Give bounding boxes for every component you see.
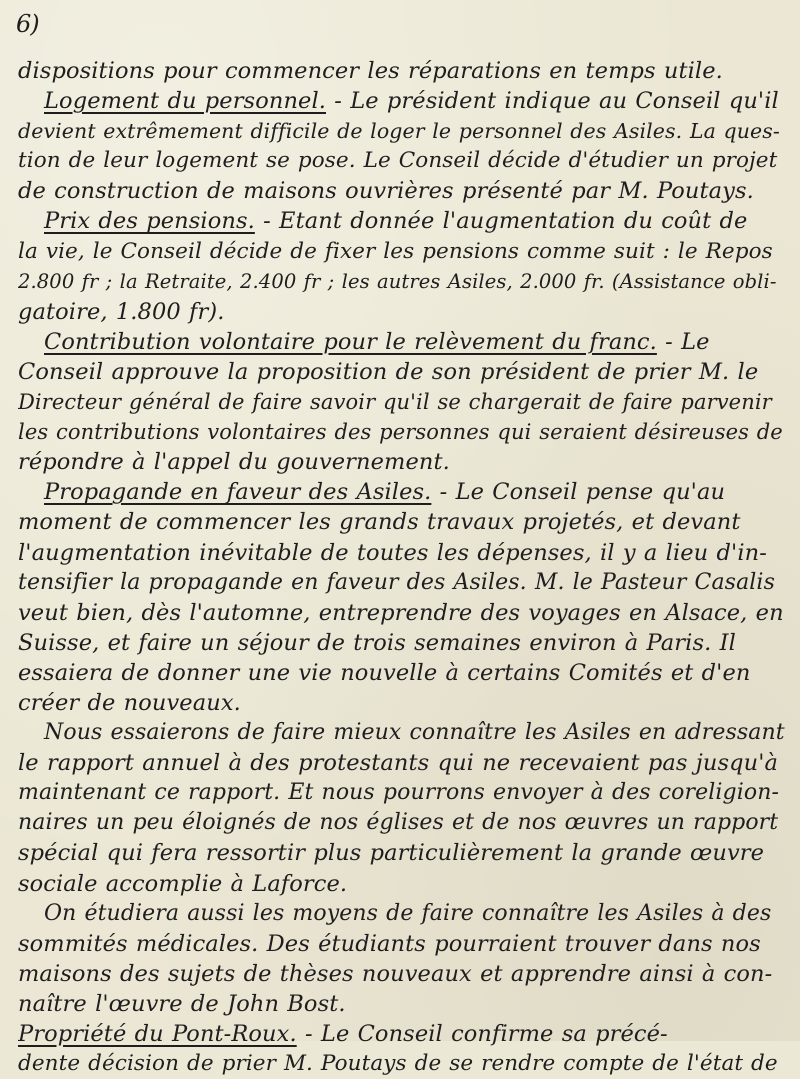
line-text: naires un peu éloignés de nos églises et de nos œuvres un rapport [18, 810, 779, 836]
text-line [18, 86, 786, 116]
text-line [18, 116, 786, 146]
line-text: maintenant ce rapport. Et nous pourrons envoyer à des coreligion- [18, 780, 779, 806]
line-text: - Le président indique au Conseil qu'il [326, 88, 779, 115]
text-line [18, 237, 786, 267]
text-line [18, 1049, 786, 1079]
line-text: sommités médicales. Des étudiants pourraient trouver dans nos [18, 930, 761, 957]
text-line [18, 989, 786, 1019]
text-line [18, 267, 786, 297]
text-line [18, 628, 786, 658]
line-text: Suisse, et faire un séjour de trois semaines environ à Paris. Il [18, 629, 736, 656]
line-text: veut bien, dès l'automne, entreprendre des voyages en Alsace, en [18, 599, 784, 626]
line-text: devient extrêmement difficile de loger le personnel des Asiles. La ques- [18, 119, 780, 144]
section-heading: Contribution volontaire pour le relèvement du franc. [44, 328, 657, 355]
line-text: de construction de maisons ouvrières présenté par M. Poutays. [18, 178, 754, 205]
text-line [18, 206, 786, 236]
line-text: moment de commencer les grands travaux projetés, et devant [18, 509, 741, 536]
line-text: Conseil approuve la proposition de son président de prier M. le [18, 358, 759, 385]
section-heading: Propagande en faveur des Asiles. [44, 479, 432, 506]
text-line [18, 357, 786, 387]
handwritten-text-block [18, 56, 786, 1079]
line-text: tensifier la propagande en faveur des Asiles. M. le Pasteur Casalis [18, 569, 775, 595]
text-line [18, 929, 786, 959]
text-line [18, 447, 786, 477]
line-text: gatoire, 1.800 fr). [18, 298, 225, 325]
line-text: naître l'œuvre de John Bost. [18, 990, 346, 1017]
section-heading: Logement du personnel. [44, 88, 327, 115]
text-line [18, 598, 786, 628]
page-number: 6) [16, 10, 39, 38]
line-text: - Etant donnée l'augmentation du coût de [254, 208, 748, 235]
line-text: sociale accomplie à Laforce. [18, 870, 348, 897]
line-text: - Le Conseil confirme sa précé- [296, 1021, 668, 1047]
line-text: l'augmentation inévitable de toutes les dépenses, il y a lieu d'in- [18, 539, 767, 566]
text-line [18, 718, 786, 748]
text-line [18, 297, 786, 327]
line-text: - Le Conseil pense qu'au [431, 479, 726, 506]
line-text: essaiera de donner une vie nouvelle à certains Comités et d'en [18, 659, 751, 686]
line-text: - Le [656, 328, 710, 355]
text-line [18, 838, 786, 868]
text-line [18, 146, 786, 176]
text-line [18, 869, 786, 899]
line-text: tion de leur logement se pose. Le Conseil décide d'étudier un projet [18, 148, 778, 174]
line-text: Nous essaierons de faire mieux connaître les Asiles en adressant [44, 720, 785, 746]
line-text: les contributions volontaires des personnes qui seraient désireuses de [18, 420, 783, 445]
text-line [18, 387, 786, 417]
text-line [18, 658, 786, 688]
section-heading: Prix des pensions. [44, 208, 255, 235]
text-line [18, 327, 786, 357]
line-text: spécial qui fera ressortir plus particulièrement la grande œuvre [18, 840, 765, 867]
line-text: la vie, le Conseil décide de fixer les pensions comme suit : le Repos [18, 238, 773, 264]
text-line [18, 808, 786, 838]
line-text: dispositions pour commencer les réparations en temps utile. [18, 58, 723, 84]
line-text: répondre à l'appel du gouvernement. [18, 449, 450, 476]
line-text: Directeur général de faire savoir qu'il se chargerait de faire parvenir [18, 390, 772, 415]
line-text: le rapport annuel à des protestants qui ne recevaient pas jusqu'à [18, 750, 778, 777]
line-text: On étudiera aussi les moyens de faire connaître les Asiles à des [44, 900, 772, 926]
text-line [18, 688, 786, 718]
text-line [18, 417, 786, 447]
text-line [18, 568, 786, 598]
text-line [18, 538, 786, 568]
text-line [18, 778, 786, 808]
section-heading: Propriété du Pont-Roux. [18, 1021, 297, 1047]
text-line [18, 959, 786, 989]
text-line [18, 899, 786, 929]
text-line [18, 507, 786, 537]
text-line [18, 1019, 786, 1049]
line-text: dente décision de prier M. Poutays de se rendre compte de l'état de [18, 1051, 778, 1077]
text-line [18, 477, 786, 507]
line-text: créer de nouveaux. [18, 689, 241, 716]
text-line [18, 56, 786, 86]
line-text: 2.800 fr ; la Retraite, 2.400 fr ; les autres Asiles, 2.000 fr. (Assistance obli- [18, 269, 777, 293]
text-line [18, 748, 786, 778]
text-line [18, 176, 786, 206]
line-text: maisons des sujets de thèses nouveaux et apprendre ainsi à con- [18, 960, 773, 987]
